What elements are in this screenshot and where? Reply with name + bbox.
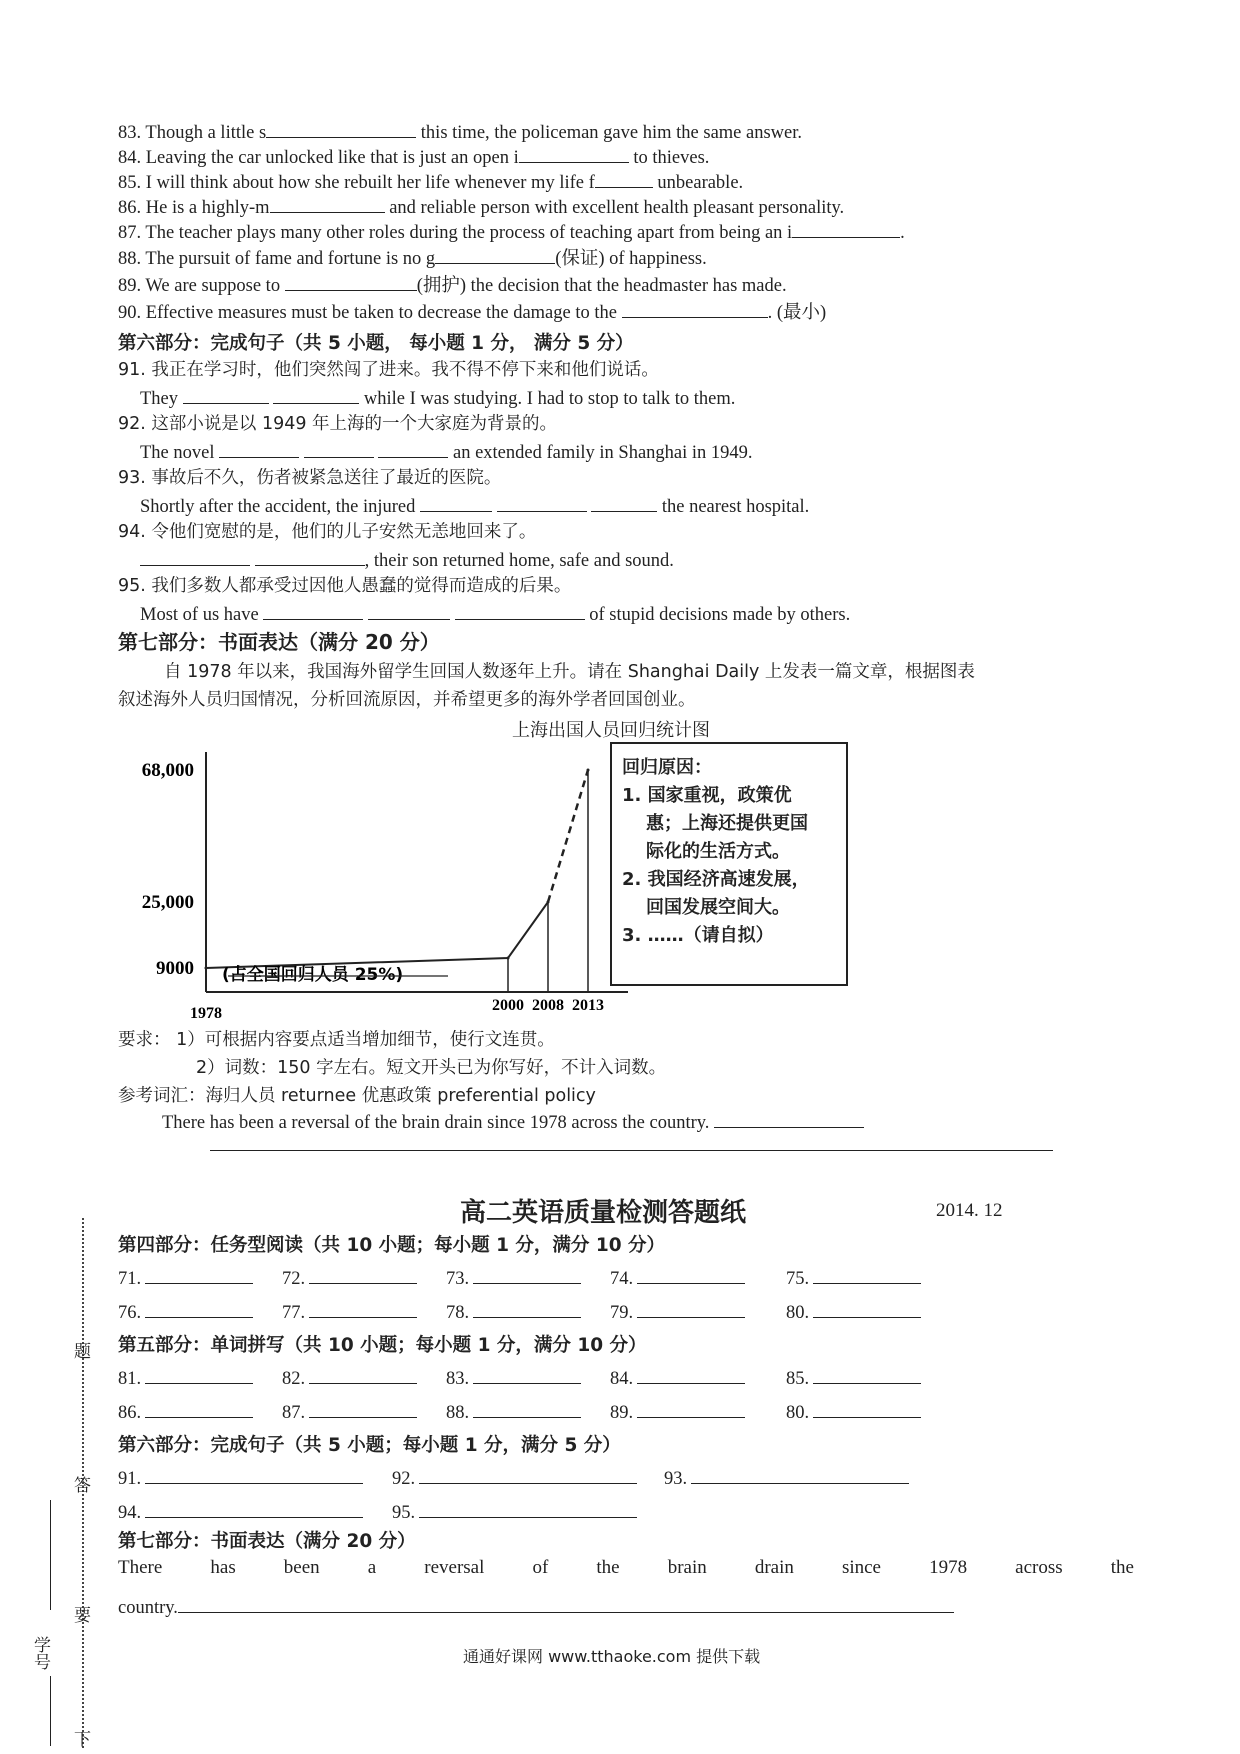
answer-cell: 89. bbox=[610, 1400, 745, 1424]
answer-blank[interactable] bbox=[145, 1266, 253, 1284]
answer-blank[interactable] bbox=[591, 494, 657, 512]
p6-heading: 第六部分：完成句子（共 5 小题；每小题 1 分，满分 5 分） bbox=[118, 1435, 621, 1456]
reason-3: 3. ……（请自拟） bbox=[622, 925, 774, 946]
side-label-xia: 下 bbox=[70, 1730, 90, 1747]
answer-blank[interactable] bbox=[691, 1466, 909, 1484]
student-id-line[interactable] bbox=[50, 1500, 51, 1610]
q91-english: They while I was studying. I had to stop to talk to them. bbox=[140, 386, 735, 411]
x-tick-label: 1978 bbox=[190, 1005, 222, 1022]
answer-blank[interactable] bbox=[473, 1300, 581, 1318]
vocab-item: 83. Though a little s this time, the policeman gave him the same answer. bbox=[118, 120, 802, 145]
reasons-box bbox=[610, 742, 848, 986]
answer-cell: 78. bbox=[446, 1300, 581, 1324]
answer-blank[interactable] bbox=[255, 548, 365, 566]
opening-word: a bbox=[367, 1557, 377, 1578]
answer-cell: 71. bbox=[118, 1266, 253, 1290]
answer-blank[interactable] bbox=[219, 440, 299, 458]
requirement-2: 2）词数：150 字左右。短文开头已为你写好，不计入词数。 bbox=[196, 1058, 667, 1078]
answer-blank[interactable] bbox=[637, 1266, 745, 1284]
x-tick-label: 2000 bbox=[492, 997, 524, 1014]
answer-cell: 81. bbox=[118, 1366, 253, 1390]
answer-cell: 87. bbox=[282, 1400, 417, 1424]
answer-cell: 73. bbox=[446, 1266, 581, 1290]
answer-blank[interactable] bbox=[309, 1300, 417, 1318]
answer-blank[interactable] bbox=[309, 1366, 417, 1384]
returnee-chart bbox=[118, 740, 638, 1030]
vocab-item: 88. The pursuit of fame and fortune is no g (保证) of happiness. bbox=[118, 246, 707, 271]
answer-blank[interactable] bbox=[145, 1366, 253, 1384]
answer-blank[interactable] bbox=[309, 1400, 417, 1418]
answer-blank[interactable] bbox=[368, 602, 450, 620]
reason-2a: 2. 我国经济高速发展， bbox=[622, 869, 810, 890]
p7-heading: 第七部分：书面表达（满分 20 分） bbox=[118, 1531, 416, 1552]
opening-word: drain bbox=[754, 1557, 794, 1578]
part7-heading: 第七部分：书面表达（满分 20 分） bbox=[118, 630, 440, 654]
vocab-item: 86. He is a highly-m and reliable person with excellent health pleasant personality. bbox=[118, 195, 844, 220]
data-point bbox=[587, 769, 590, 772]
answer-blank[interactable] bbox=[285, 273, 417, 291]
answer-blank[interactable] bbox=[263, 602, 363, 620]
answer-cell: 91. bbox=[118, 1466, 363, 1490]
opening-word: has bbox=[210, 1557, 236, 1578]
answer-blank[interactable] bbox=[378, 440, 448, 458]
q92-chinese: 92. 这部小说是以 1949 年上海的一个大家庭为背景的。 bbox=[118, 414, 558, 434]
opening-word: brain bbox=[667, 1557, 707, 1578]
answer-blank[interactable] bbox=[435, 246, 555, 264]
answer-blank[interactable] bbox=[309, 1266, 417, 1284]
answer-blank[interactable] bbox=[473, 1400, 581, 1418]
p7-opening-words bbox=[118, 1557, 1134, 1579]
answer-cell: 88. bbox=[446, 1400, 581, 1424]
answer-cell: 80. bbox=[786, 1400, 921, 1424]
opening-word: the bbox=[596, 1557, 620, 1578]
answer-cell: 80. bbox=[786, 1300, 921, 1324]
answer-cell: 92. bbox=[392, 1466, 637, 1490]
answer-blank[interactable] bbox=[792, 220, 900, 238]
y-tick-label: 68,000 bbox=[141, 760, 194, 781]
answer-blank[interactable] bbox=[145, 1500, 363, 1518]
q95-english: Most of us have of stupid decisions made by others. bbox=[140, 602, 850, 627]
vocab-item: 85. I will think about how she rebuilt her life whenever my life f unbearable. bbox=[118, 170, 743, 195]
data-point bbox=[507, 957, 510, 960]
answer-blank[interactable] bbox=[637, 1366, 745, 1384]
footer: 通通好课网 www.tthaoke.com 提供下载 bbox=[463, 1647, 761, 1666]
answer-blank[interactable] bbox=[145, 1400, 253, 1418]
part7-intro-2: 叙述海外人员归国情况，分析回流原因，并希望更多的海外学者回国创业。 bbox=[118, 690, 696, 710]
answer-blank[interactable] bbox=[473, 1366, 581, 1384]
answer-blank[interactable] bbox=[622, 300, 768, 318]
side-label-ti: 题 bbox=[70, 1342, 90, 1359]
answer-cell: 93. bbox=[664, 1466, 909, 1490]
answer-blank[interactable] bbox=[813, 1300, 921, 1318]
vocab-item: 89. We are suppose to (拥护) the decision that the headmaster has made. bbox=[118, 273, 787, 298]
answer-blank[interactable] bbox=[270, 195, 385, 213]
answer-cell: 94. bbox=[118, 1500, 363, 1524]
opening-word: across bbox=[1015, 1557, 1063, 1578]
answer-cell: 76. bbox=[118, 1300, 253, 1324]
q92-english: The novel an extended family in Shanghai in 1949. bbox=[140, 440, 753, 465]
side-label-xuehao: 学号 bbox=[30, 1636, 50, 1670]
answer-cell: 95. bbox=[392, 1500, 637, 1524]
opening-word: of bbox=[532, 1557, 549, 1578]
y-tick-label: 9000 bbox=[156, 958, 194, 979]
answer-sheet-date: 2014. 12 bbox=[936, 1200, 1003, 1221]
p7-country-line: country. bbox=[118, 1595, 954, 1620]
p4-heading: 第四部分：任务型阅读（共 10 小题；每小题 1 分，满分 10 分） bbox=[118, 1235, 666, 1256]
q94-english: , their son returned home, safe and sound. bbox=[140, 548, 674, 573]
q93-english: Shortly after the accident, the injured the nearest hospital. bbox=[140, 494, 809, 519]
answer-blank[interactable] bbox=[595, 170, 653, 188]
answer-cell: 74. bbox=[610, 1266, 745, 1290]
opening-word: 1978 bbox=[929, 1557, 968, 1578]
answer-blank[interactable] bbox=[813, 1400, 921, 1418]
answer-cell: 79. bbox=[610, 1300, 745, 1324]
answer-blank[interactable] bbox=[813, 1366, 921, 1384]
answer-blank[interactable] bbox=[145, 1300, 253, 1318]
reason-1b: 惠；上海还提供更国 bbox=[646, 813, 808, 834]
essay-line[interactable] bbox=[210, 1150, 1053, 1151]
answer-blank[interactable] bbox=[140, 548, 250, 566]
answer-cell: 72. bbox=[282, 1266, 417, 1290]
vocab-item: 84. Leaving the car unlocked like that is just an open i to thieves. bbox=[118, 145, 709, 170]
reason-2b: 回国发展空间大。 bbox=[646, 897, 790, 918]
answer-blank[interactable] bbox=[455, 602, 585, 620]
opening-word: since bbox=[841, 1557, 881, 1578]
answer-blank[interactable] bbox=[273, 386, 359, 404]
y-tick-label: 25,000 bbox=[141, 892, 194, 913]
answer-blank[interactable] bbox=[419, 1500, 637, 1518]
answer-cell: 75. bbox=[786, 1266, 921, 1290]
opening-word: There bbox=[118, 1557, 163, 1578]
answer-blank[interactable] bbox=[183, 386, 269, 404]
student-id-line[interactable] bbox=[50, 1676, 51, 1746]
vocab-item: 90. Effective measures must be taken to decrease the damage to the . (最小) bbox=[118, 300, 826, 325]
answer-cell: 83. bbox=[446, 1366, 581, 1390]
answer-blank[interactable] bbox=[304, 440, 374, 458]
part6-heading: 第六部分：完成句子（共 5 小题， 每小题 1 分， 满分 5 分） bbox=[118, 333, 634, 354]
p5-heading: 第五部分：单词拼写（共 10 小题；每小题 1 分，满分 10 分） bbox=[118, 1335, 647, 1356]
q93-chinese: 93. 事故后不久，伤者被紧急送往了最近的医院。 bbox=[118, 468, 502, 488]
answer-blank[interactable] bbox=[178, 1595, 954, 1613]
chart-title: 上海出国人员回归统计图 bbox=[512, 720, 710, 741]
answer-blank[interactable] bbox=[145, 1466, 363, 1484]
series-line-projected bbox=[548, 770, 588, 902]
answer-blank[interactable] bbox=[420, 494, 492, 512]
data-point bbox=[547, 901, 550, 904]
answer-cell: 82. bbox=[282, 1366, 417, 1390]
answer-cell: 84. bbox=[610, 1366, 745, 1390]
reason-1a: 1. 国家重视，政策优 bbox=[622, 785, 792, 806]
part7-intro-1: 自 1978 年以来，我国海外留学生回国人数逐年上升。请在 Shanghai Daily 上发表一篇文章，根据图表 bbox=[164, 662, 975, 682]
x-tick-label: 2013 bbox=[572, 997, 604, 1014]
data-point bbox=[205, 967, 208, 970]
answer-blank[interactable] bbox=[637, 1400, 745, 1418]
answer-blank[interactable] bbox=[266, 120, 416, 138]
answer-cell: 85. bbox=[786, 1366, 921, 1390]
answer-blank[interactable] bbox=[473, 1266, 581, 1284]
chart-annotation: (占全国回归人员 25%) bbox=[222, 965, 404, 985]
q94-chinese: 94. 令他们宽慰的是，他们的儿子安然无恙地回来了。 bbox=[118, 522, 537, 542]
x-tick-label: 2008 bbox=[532, 997, 564, 1014]
series-line-solid bbox=[206, 902, 548, 968]
reason-1c: 际化的生活方式。 bbox=[646, 841, 790, 862]
reasons-title: 回归原因： bbox=[622, 757, 712, 778]
answer-blank[interactable] bbox=[419, 1466, 637, 1484]
opening-word: reversal bbox=[424, 1557, 485, 1578]
side-label-da: 答 bbox=[70, 1476, 90, 1493]
answer-blank[interactable] bbox=[519, 145, 629, 163]
answer-blank[interactable] bbox=[637, 1300, 745, 1318]
vocab-item: 87. The teacher plays many other roles during the process of teaching apart from being an i . bbox=[118, 220, 905, 245]
requirement-1: 要求： 1）可根据内容要点适当增加细节，使行文连贯。 bbox=[118, 1030, 555, 1050]
opening-word: the bbox=[1110, 1557, 1134, 1578]
q91-chinese: 91. 我正在学习时，他们突然闯了进来。我不得不停下来和他们说话。 bbox=[118, 360, 659, 380]
answer-cell: 86. bbox=[118, 1400, 253, 1424]
q95-chinese: 95. 我们多数人都承受过因他人愚蠢的觉得而造成的后果。 bbox=[118, 576, 572, 596]
reference-vocab: 参考词汇：海归人员 returnee 优惠政策 preferential policy bbox=[118, 1086, 596, 1106]
answer-blank[interactable] bbox=[497, 494, 587, 512]
essay-opening: There has been a reversal of the brain drain since 1978 across the country. bbox=[162, 1110, 864, 1135]
answer-sheet-title: 高二英语质量检测答题纸 bbox=[460, 1198, 747, 1228]
answer-cell: 77. bbox=[282, 1300, 417, 1324]
side-label-yao: 要 bbox=[70, 1606, 90, 1623]
answer-blank[interactable] bbox=[714, 1110, 864, 1128]
opening-word: been bbox=[283, 1557, 320, 1578]
answer-blank[interactable] bbox=[813, 1266, 921, 1284]
